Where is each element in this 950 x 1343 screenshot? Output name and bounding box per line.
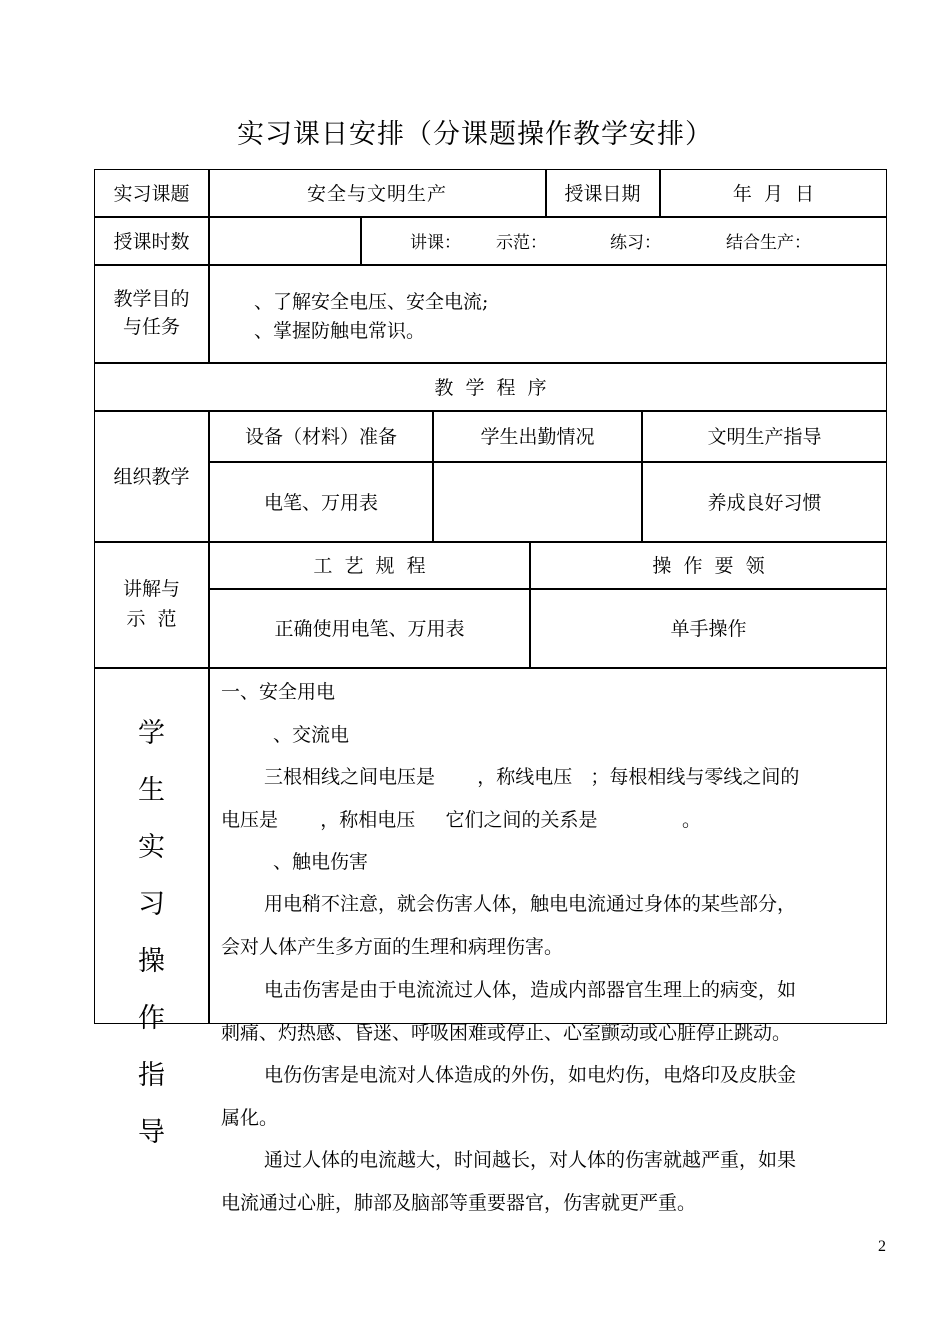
- equipment-header: 设备（材料）准备: [244, 426, 397, 448]
- objective-item-1: 、了解安全电压、安全电流;: [254, 291, 489, 313]
- page-number: 2: [878, 1238, 886, 1255]
- practice-label: 练习：: [610, 232, 661, 253]
- operation-value: 单手操作: [670, 618, 747, 640]
- attendance-value: [433, 461, 642, 541]
- organize-label: 组织教学: [113, 466, 190, 488]
- guide-label-char: 导: [138, 1117, 165, 1148]
- equipment-value: 电笔、万用表: [263, 491, 378, 514]
- civilized-value: 养成良好习惯: [707, 491, 822, 514]
- guide-paragraph-line: 电击伤害是由于电流流过人体，造成内部器官生理上的病变，如: [264, 979, 797, 1001]
- objective-item-2: 、掌握防触电常识。: [254, 320, 426, 342]
- process-header: 工 艺 规 程: [313, 555, 426, 577]
- hours-label: 授课时数: [113, 230, 190, 253]
- guide-paragraph-line: 通过人体的电流越大，时间越长，对人体的伤害就越严重，如果: [264, 1149, 797, 1171]
- objectives-label-line2: 与任务: [122, 316, 180, 338]
- objectives-label: [94, 264, 209, 362]
- process-value: 正确使用电笔、万用表: [274, 618, 465, 640]
- topic-label: 实习课题: [113, 183, 190, 205]
- guide-paragraph-line: 电流通过心脏，肺部及脑部等重要器官，伤害就更严重。: [221, 1192, 697, 1214]
- demo-label: 示范：: [496, 232, 547, 253]
- guide-label-char: 实: [138, 832, 165, 863]
- explain-label: [94, 541, 209, 667]
- date-label: 授课日期: [564, 183, 641, 205]
- row-divider: [94, 667, 887, 669]
- section-heading: 一、安全用电: [221, 681, 336, 703]
- guide-label: [94, 705, 209, 1161]
- subsection-heading: 、触电伤害: [273, 851, 369, 873]
- guide-label-char: 操: [138, 946, 165, 977]
- guide-label-char: 指: [138, 1060, 165, 1091]
- civilized-header: 文明生产指导: [707, 426, 822, 448]
- subsection-heading: 、交流电: [273, 724, 350, 746]
- guide-paragraph-line: 三根相线之间电压是 ，称线电压 ；每根相线与零线之间的: [264, 766, 800, 788]
- production-label: 结合生产：: [726, 232, 811, 253]
- procedure-header: 教 学 程 序: [434, 376, 547, 399]
- date-value: 年 月 日: [732, 183, 815, 205]
- guide-paragraph-line: 会对人体产生多方面的生理和病理伤害。: [221, 936, 564, 958]
- topic-value: 安全与文明生产: [306, 183, 447, 205]
- col-divider: [360, 216, 362, 264]
- guide-paragraph-line: 刺痛、灼热感、昏迷、呼吸困难或停止、心室颤动或心脏停止跳动。: [221, 1022, 792, 1044]
- attendance-header: 学生出勤情况: [480, 426, 595, 448]
- explain-label-line2: 示 范: [126, 608, 177, 630]
- guide-paragraph-line: 电伤伤害是电流对人体造成的外伤，如电灼伤，电烙印及皮肤金: [264, 1064, 797, 1086]
- guide-paragraph-line: 电压是 ，称相电压 它们之间的关系是 。: [221, 809, 702, 831]
- row-divider: [94, 264, 887, 266]
- guide-paragraph-line: 用电稍不注意，就会伤害人体，触电电流通过身体的某些部分，: [264, 893, 797, 915]
- lecture-label: 讲课：: [410, 232, 461, 253]
- guide-label-char: 作: [138, 1003, 165, 1034]
- operation-header: 操 作 要 领: [652, 555, 765, 577]
- guide-label-char: 学: [138, 718, 165, 749]
- page-title: 实习课日安排（分课题操作教学安排）: [237, 119, 713, 150]
- guide-label-char: 习: [138, 889, 165, 920]
- guide-label-char: 生: [138, 775, 165, 806]
- objectives-label-line1: 教学目的: [113, 288, 190, 310]
- guide-paragraph-line: 属化。: [221, 1107, 279, 1129]
- explain-label-line1: 讲解与: [122, 578, 180, 600]
